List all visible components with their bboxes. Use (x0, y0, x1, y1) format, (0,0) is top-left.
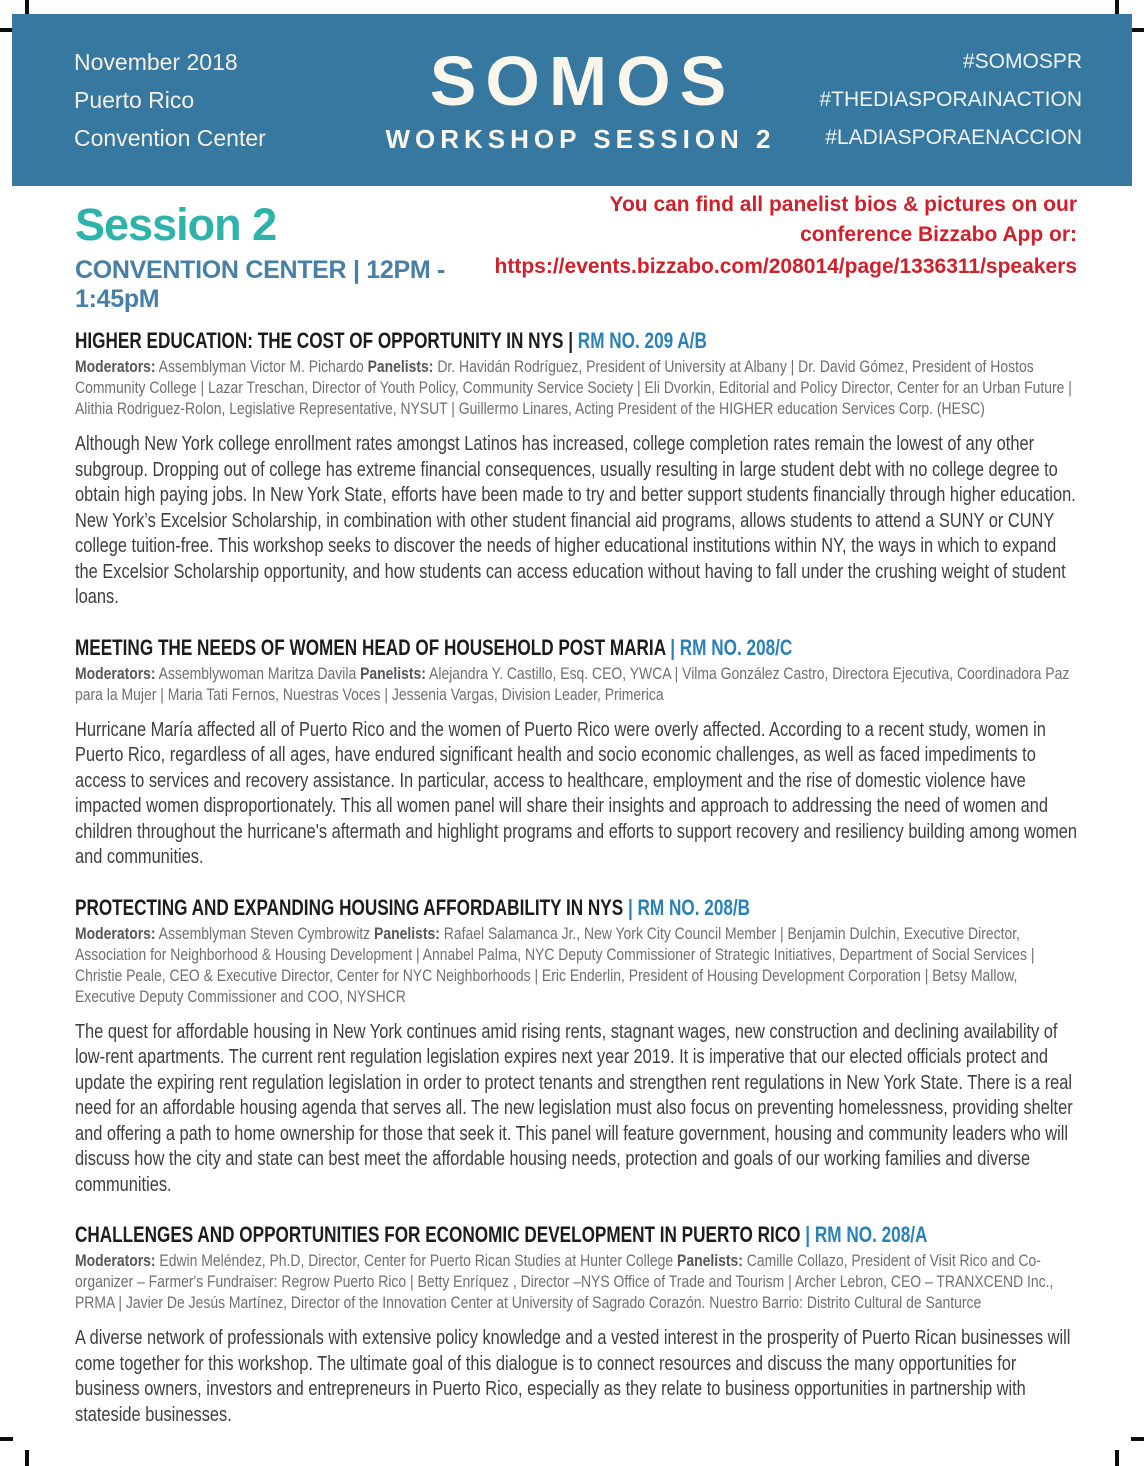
panelists-names: Camille Collazo, President of Visit Rico and Co-organizer – Farmer's Fundraiser: Regrow Puerto Rico | Betty Enríquez , Director –NYS Office of Trade and Tourism | Archer Lebron, CEO – TRANXCEND Inc., PRMA | Javier De Jesús Martínez, Director of the Innovation Center at University of Sagrado Corazón. Nuestro Barrio: Distrito Cultural de Santurce (75, 1251, 1054, 1312)
room-number: RM NO. 209 A/B (577, 328, 707, 353)
panelists-label: Panelists: (677, 1251, 743, 1270)
crop-mark (1115, 1450, 1119, 1466)
workshop-section-housing-affordability (75, 895, 1077, 1199)
hashtag: #LADIASPORAENACCION (825, 126, 1082, 149)
workshop-speakers (75, 356, 1077, 419)
workshop-speakers (75, 1250, 1077, 1313)
panelists-names: Rafael Salamanca Jr., New York City Council Member | Benjamin Dulchin, Executive Director, Association for Neighborhood & Housing Development | Annabel Palma, NYC Deputy Commissioner of Strategic Initiatives, Department of Social Services | Christie Peale, CEO & Executive Director, Center for NYC Neighborhoods | Eric Enderlin, President of Housing Development Corporation | Betsy Mallow, Executive Deputy Commissioner and COO, NYSHCR (75, 923, 1035, 1006)
event-title: SOMOS (429, 41, 736, 120)
panelists-label: Panelists: (374, 923, 440, 943)
panelists-label: Panelists: (367, 357, 434, 376)
session-title: Session 2 (75, 199, 277, 250)
workshop-title (75, 895, 1077, 921)
workshop-section-economic-development-pr (75, 1222, 1077, 1428)
workshop-section-higher-education (75, 328, 1077, 611)
workshop-title (75, 635, 1077, 661)
workshop-title-text: HIGHER EDUCATION: THE COST OF OPPORTUNITY IN NYS | (75, 328, 574, 353)
event-hashtags (776, 43, 1082, 157)
crop-mark (1131, 1437, 1144, 1441)
moderators-names: Edwin Meléndez, Ph.D, Director, Center for Puerto Rican Studies at Hunter College (159, 1251, 674, 1270)
workshop-title-text: PROTECTING AND EXPANDING HOUSING AFFORDABILITY IN NYS (75, 894, 624, 920)
bizzabo-note (495, 190, 1077, 282)
workshop-section-women-post-maria (75, 635, 1077, 871)
moderators-names: Assemblyman Victor M. Pichardo (158, 357, 364, 376)
workshop-speakers (75, 663, 1077, 705)
workshop-description: Hurricane María affected all of Puerto Rico and the women of Puerto Rico were overly affected. According to a recent study, women in Puerto Rico, regardless of all ages, have endured significant health and socio economic challenges, as well as faced impediments to access to services and recovery assistance. In particular, access to healthcare, employment and the rise of domestic violence have impacted women disproportionately. This all women panel will share their insights and approach to addressing the need of women and children throughout the hurricane's aftermath and highlight programs and efforts to support recovery and resiliency building among women and communities. (75, 718, 1077, 868)
event-logo (380, 41, 776, 155)
page-content (75, 190, 1077, 1428)
workshop-title-text: CHALLENGES AND OPPORTUNITIES FOR ECONOMIC DEVELOPMENT IN PUERTO RICO (75, 1222, 801, 1247)
session-venue-time: CONVENTION CENTER | 12PM - 1:45pM (75, 256, 446, 313)
workshop-description: A diverse network of professionals with extensive policy knowledge and a vested interest in the prosperity of Puerto Rican businesses will come together for this workshop. The ultimate goal of this dialogue is to connect resources and discuss the many opportunities for business owners, investors and entrepreneurs in Puerto Rico, especially as they relate to business opportunities in partnership with stateside businesses. (75, 1327, 1071, 1426)
crop-mark (0, 1437, 13, 1441)
bizzabo-note-text: You can find all panelist bios & pictures on our conference Bizzabo App or: (609, 193, 1077, 246)
event-date: November 2018 (74, 49, 238, 75)
hashtag: #SOMOSPR (962, 50, 1082, 73)
moderators-names: Assemblywoman Maritza Davila (158, 663, 357, 683)
moderators-label: Moderators: (75, 663, 156, 683)
event-date-location (74, 43, 380, 157)
workshop-title (75, 1222, 1077, 1248)
event-venue: Convention Center (74, 125, 266, 151)
event-subtitle: WORKSHOP SESSION 2 (385, 123, 776, 154)
moderators-label: Moderators: (75, 357, 156, 376)
moderators-label: Moderators: (75, 1251, 156, 1270)
session-header (75, 190, 495, 314)
room-number: | RM NO. 208/A (805, 1222, 928, 1247)
moderators-label: Moderators: (75, 923, 156, 943)
room-number: | RM NO. 208/B (627, 894, 751, 920)
panelists-names: Alejandra Y. Castillo, Esq. CEO, YWCA | Vilma González Castro, Directora Ejecutiva, Coordinadora Paz para la Mujer | Maria Tati Fernos, Nuestras Voces | Jessenia Vargas, Division Leader, Primerica (75, 663, 1070, 704)
hashtag: #THEDIASPORAINACTION (819, 88, 1082, 111)
panelists-names: Dr. Havidán Rodríguez, President of University at Albany | Dr. David Gómez, President of Hostos Community College | Lazar Treschan, Director of Youth Policy, Community Service Society | Eli Dvorkin, Editorial and Policy Director, Center for an Urban Future | Alithia Rodriguez-Rolon, Legislative Representative, NYSUT | Guillermo Linares, Acting President of the HIGHER education Services Corp. (HESC) (75, 357, 1072, 418)
moderators-names: Assemblyman Steven Cymbrowitz (158, 923, 371, 943)
crop-mark (25, 1450, 29, 1466)
workshop-speakers (75, 923, 1077, 1007)
event-place: Puerto Rico (74, 87, 195, 113)
workshop-description: The quest for affordable housing in New York continues amid rising rents, stagnant wages, new construction and declining availability of low-rent apartments. The current rent regulation legislation expires next year 2019. It is imperative that our elected officials protect and update the expiring rent regulation legislation in order to protect tenants and strengthen rent regulations in New York State. There is a real need for an affordable housing agenda that serves all. The new legislation must also focus on preventing homelessness, providing shelter and offering a path to home ownership for those that seek it. This panel will feature government, housing and community leaders who will discuss how the city and state can best meet the affordable housing needs, protection and goals of our working families and diverse communities. (75, 1020, 1073, 1196)
room-number: | RM NO. 208/C (670, 634, 793, 660)
crop-mark (1131, 28, 1144, 32)
workshop-title-text: MEETING THE NEEDS OF WOMEN HEAD OF HOUSEHOLD POST MARIA (75, 634, 666, 660)
workshop-description: Although New York college enrollment rates amongst Latinos has increased, college completion rates remain the lowest of any other subgroup. Dropping out of college has extreme financial consequences, usually resulting in large student debt with no college degree to obtain high paying jobs. In New York State, efforts have been made to try and better support students financially through higher education. New York’s Excelsior Scholarship, in combination with other student financial aid programs, allows students to attend a SUNY or CUNY college tuition-free. This workshop seeks to discover the needs of higher educational institutions within NY, the ways in which to expand the Excelsior Scholarship opportunity, and how students can access education without having to fall under the crushing weight of student loans. (75, 433, 1076, 608)
bizzabo-url-link[interactable]: https://events.bizzabo.com/208014/page/1336311/speakers (494, 255, 1077, 278)
header-banner (12, 14, 1132, 186)
workshop-title (75, 328, 1077, 354)
panelists-label: Panelists: (360, 663, 426, 683)
